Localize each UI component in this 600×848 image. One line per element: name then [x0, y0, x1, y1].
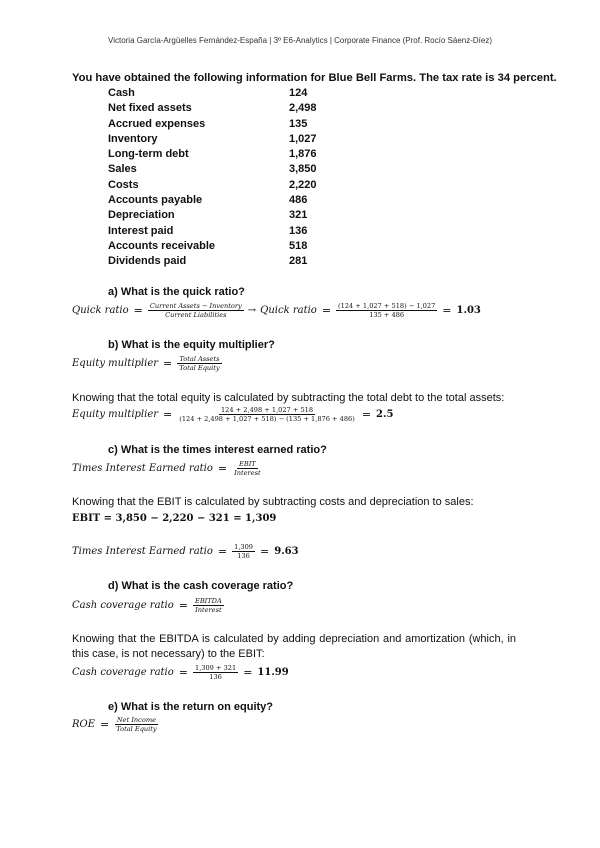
tie-calc: Times Interest Earned ratio = $\frac{1,309}{136}$ = 9.63 — [72, 543, 299, 560]
formula-lhs: Equity multiplier — [72, 409, 159, 420]
fraction — [336, 302, 437, 319]
fraction — [114, 716, 158, 733]
item-value: 486 — [289, 194, 308, 207]
fraction — [193, 664, 238, 681]
item-value: 3,850 — [289, 163, 317, 176]
denominator: Interest — [234, 469, 261, 477]
result-value: 2.5 — [376, 409, 394, 420]
item-label: Interest paid — [108, 224, 174, 237]
numerator: Current Assets − Inventory — [149, 302, 242, 310]
ebit-equation: EBIT = 3,850 − 2,220 − 321 = 1,309 — [72, 513, 277, 524]
cash-coverage-formula: Cash coverage ratio = $\frac{\text{EBITDA}}{\text{Interest}}$ — [72, 597, 222, 614]
item-label: Accounts payable — [108, 194, 203, 207]
question-e-heading: e) What is the return on equity? — [108, 701, 274, 713]
item-value: 124 — [289, 87, 308, 99]
equity-multiplier-calc: Equity multiplier = $\frac{124 + 2,498 + 1,027 + 518}{(124 + 2,498 + 1,027 + 518) - (135 + 1,876 + 486)}$ = 2.5 — [72, 406, 394, 423]
cash-coverage-calc: Cash coverage ratio = $\frac{1,309 + 321}{136}$ = 11.99 — [72, 664, 289, 681]
result-value: 11.99 — [257, 667, 289, 678]
item-label: Net fixed assets — [108, 102, 192, 115]
equity-explanation: Knowing that the total equity is calculated by subtracting the total debt to the total assets: — [72, 392, 505, 404]
denominator: 136 — [209, 673, 222, 681]
denominator: Interest — [195, 606, 222, 614]
data-row — [108, 118, 368, 133]
item-label: Costs — [108, 178, 139, 191]
item-value: 1,876 — [289, 148, 317, 161]
fraction — [193, 597, 224, 614]
item-label: Long-term debt — [108, 148, 189, 161]
denominator: Total Equity — [116, 725, 157, 733]
formula-lhs: Times Interest Earned ratio — [72, 546, 213, 557]
formula-lhs: Quick ratio — [72, 305, 129, 316]
data-row — [108, 240, 368, 255]
formula-lhs: ROE — [72, 719, 96, 730]
denominator: 136 — [237, 552, 250, 560]
result-value: 9.63 — [274, 546, 299, 557]
data-row — [108, 163, 368, 178]
data-row — [108, 148, 368, 163]
denominator: 135 + 486 — [369, 311, 405, 319]
formula-lhs: Equity multiplier — [72, 358, 159, 369]
ebitda-explanation: Knowing that the EBITDA is calculated by adding depreciation and amortization (which, in this case, is not necessary) to the EBIT: — [72, 633, 516, 660]
denominator: Current Liabilities — [165, 311, 227, 319]
numerator: 124 + 2,498 + 1,027 + 518 — [220, 406, 314, 414]
data-row — [108, 102, 368, 117]
item-label: Depreciation — [108, 209, 175, 222]
numerator: EBITDA — [195, 597, 222, 605]
item-value: 136 — [289, 224, 308, 237]
data-row — [108, 194, 368, 209]
question-b-heading: b) What is the equity multiplier? — [108, 339, 275, 351]
financial-data-table — [108, 87, 368, 271]
item-label: Accrued expenses — [108, 117, 206, 130]
fraction — [177, 406, 357, 423]
data-row — [108, 255, 368, 270]
item-value: 321 — [289, 209, 308, 222]
roe-formula: ROE = $\frac{\text{Net Income}}{\text{Total Equity}}$ — [72, 716, 157, 733]
denominator: (124 + 2,498 + 1,027 + 518) − (135 + 1,876 + 486) — [179, 415, 355, 423]
arrow-icon: → — [247, 305, 257, 316]
item-value: 518 — [289, 239, 308, 252]
formula-lhs: Quick ratio — [260, 305, 317, 316]
numerator: 1,309 — [234, 543, 254, 551]
item-label: Dividends paid — [108, 255, 187, 268]
fraction — [177, 355, 221, 372]
tie-formula: Times Interest Earned ratio = $\frac{\text{EBIT}}{\text{Interest}}$ — [72, 460, 261, 477]
formula-lhs: Cash coverage ratio — [72, 667, 174, 678]
item-value: 281 — [289, 255, 308, 268]
data-row — [108, 209, 368, 224]
formula-lhs: Cash coverage ratio — [72, 600, 174, 611]
data-row — [108, 133, 368, 148]
page-header: Victoria García-Argüelles Fernández-España | 3º E6-Analytics | Corporate Finance (Prof. Rocío Sáenz-Díez) — [108, 36, 492, 45]
item-value: 1,027 — [289, 132, 317, 145]
item-label: Inventory — [108, 132, 158, 145]
item-label: Sales — [108, 163, 137, 176]
quick-ratio-formula: Quick ratio = $\frac{\text{Current Assets − Inventory}}{\text{Current Liabilities}}$ → Quick ratio = $\frac{(124 + 1,027 + 518) - 1,027}{135 + 486}$ = 1.03 — [72, 302, 481, 319]
fraction — [148, 302, 244, 319]
numerator: (124 + 1,027 + 518) − 1,027 — [338, 302, 436, 310]
denominator: Total Equity — [179, 364, 220, 372]
item-value: 2,220 — [289, 178, 317, 191]
numerator: Total Assets — [179, 355, 220, 363]
data-row — [108, 87, 368, 102]
formula-lhs: Times Interest Earned ratio — [72, 463, 213, 474]
data-row — [108, 225, 368, 240]
item-label: Accounts receivable — [108, 239, 215, 252]
item-value: 135 — [289, 117, 308, 130]
ebit-explanation: Knowing that the EBIT is calculated by subtracting costs and depreciation to sales: — [72, 496, 474, 508]
item-label: Cash — [108, 87, 135, 99]
question-d-heading: d) What is the cash coverage ratio? — [108, 580, 294, 592]
numerator: Net Income — [116, 716, 156, 724]
result-value: 1.03 — [456, 305, 481, 316]
numerator: EBIT — [239, 460, 256, 468]
equity-multiplier-formula: Equity multiplier = $\frac{\text{Total Assets}}{\text{Total Equity}}$ — [72, 355, 220, 372]
data-row — [108, 179, 368, 194]
question-a-heading: a) What is the quick ratio? — [108, 286, 245, 298]
fraction — [232, 543, 255, 560]
question-c-heading: c) What is the times interest earned ratio? — [108, 444, 327, 456]
problem-statement: You have obtained the following information for Blue Bell Farms. The tax rate is 34 percent. — [72, 72, 557, 84]
numerator: 1,309 + 321 — [195, 664, 237, 672]
item-value: 2,498 — [289, 102, 317, 115]
fraction — [232, 460, 263, 477]
